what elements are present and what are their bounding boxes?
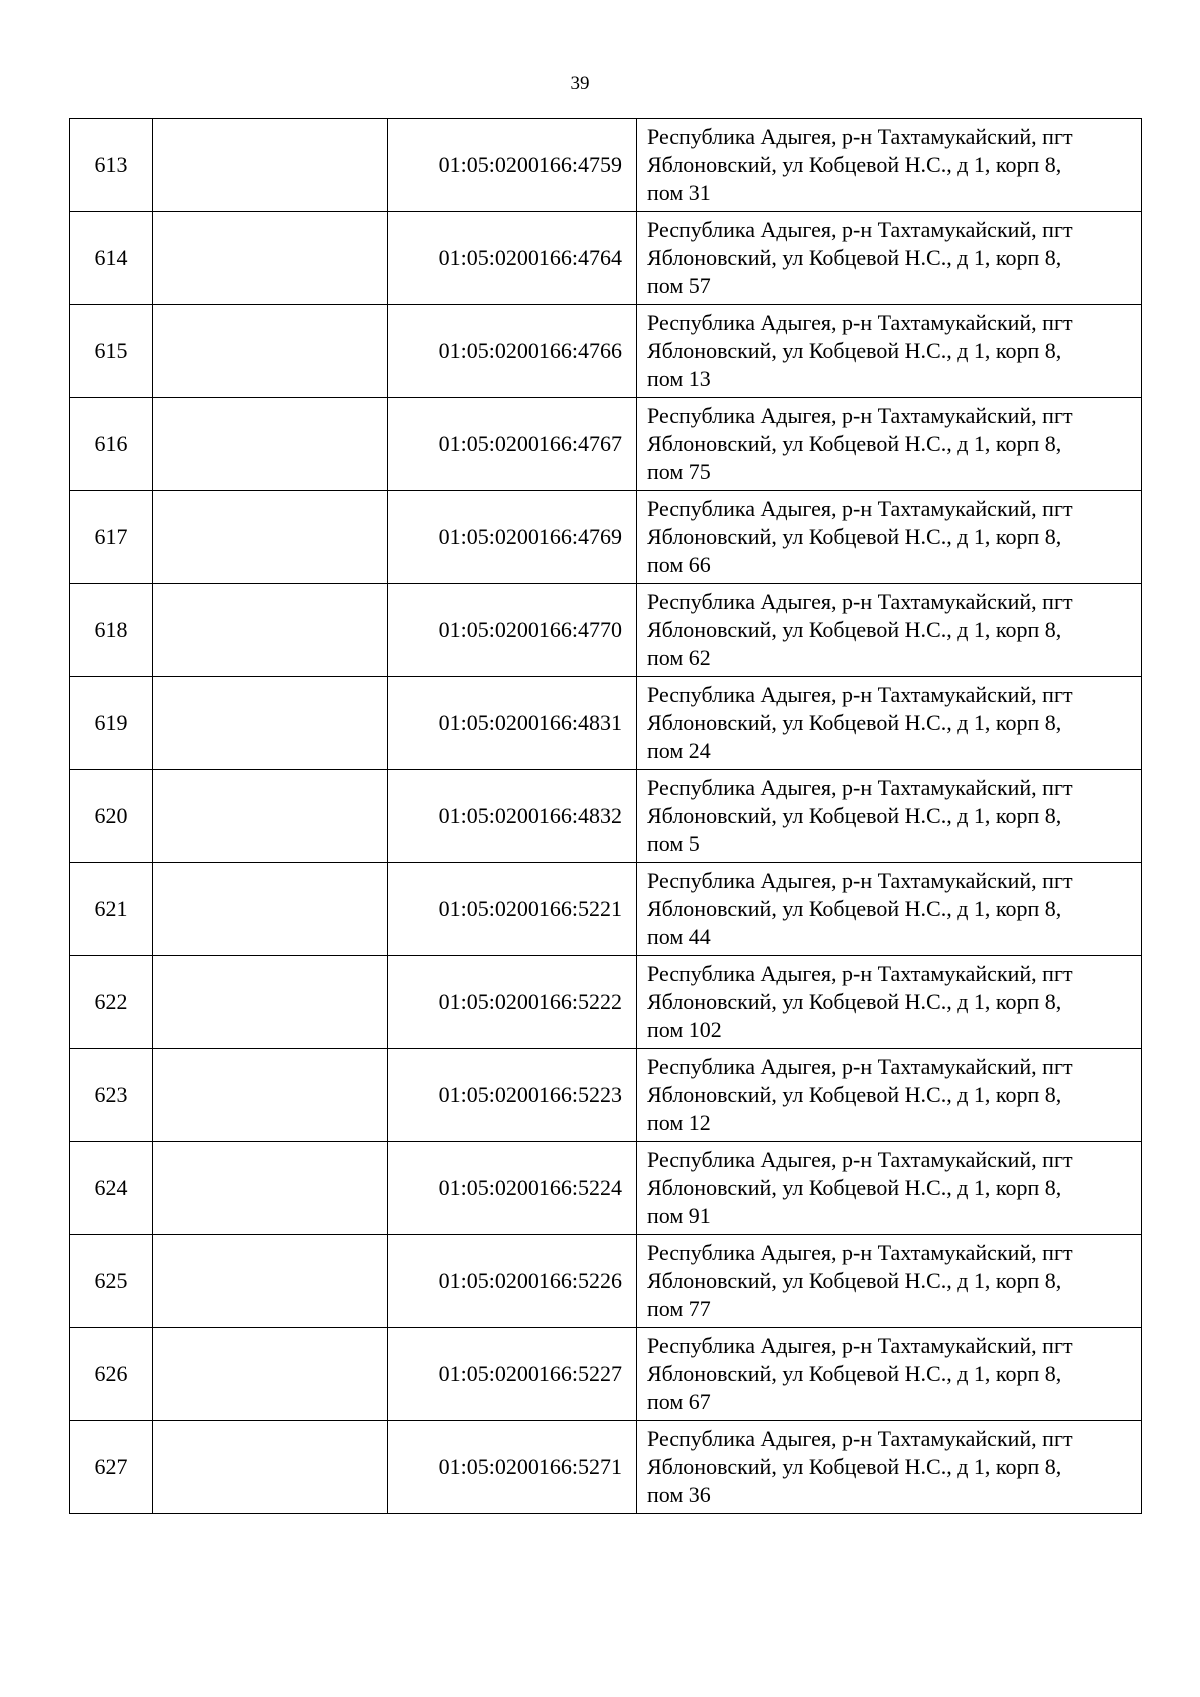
address-line: Яблоновский, ул Кобцевой Н.С., д 1, корп 8, bbox=[647, 617, 1062, 642]
row-number-cell: 613 bbox=[70, 119, 153, 212]
row-number-cell: 616 bbox=[70, 398, 153, 491]
address-line: пом 31 bbox=[647, 180, 711, 205]
row-number-cell: 617 bbox=[70, 491, 153, 584]
address-line: Яблоновский, ул Кобцевой Н.С., д 1, корп 8, bbox=[647, 989, 1062, 1014]
address-cell bbox=[637, 1049, 1142, 1142]
address-line: пом 75 bbox=[647, 459, 711, 484]
address-line: пом 44 bbox=[647, 924, 711, 949]
address-cell bbox=[637, 1421, 1142, 1514]
address-line: пом 66 bbox=[647, 552, 711, 577]
table-row bbox=[70, 584, 1142, 677]
address-line: Республика Адыгея, р-н Тахтамукайский, пгт bbox=[647, 1426, 1073, 1451]
empty-cell bbox=[153, 584, 388, 677]
address-line: Республика Адыгея, р-н Тахтамукайский, пгт bbox=[647, 217, 1073, 242]
address-line: Республика Адыгея, р-н Тахтамукайский, пгт bbox=[647, 775, 1073, 800]
address-line: Яблоновский, ул Кобцевой Н.С., д 1, корп 8, bbox=[647, 152, 1062, 177]
cadastral-number-cell: 01:05:0200166:5222 bbox=[388, 956, 637, 1049]
row-number-cell: 624 bbox=[70, 1142, 153, 1235]
empty-cell bbox=[153, 863, 388, 956]
row-number-cell: 614 bbox=[70, 212, 153, 305]
cadastral-number-cell: 01:05:0200166:4831 bbox=[388, 677, 637, 770]
address-line: Яблоновский, ул Кобцевой Н.С., д 1, корп 8, bbox=[647, 1268, 1062, 1293]
table-row bbox=[70, 863, 1142, 956]
address-line: Республика Адыгея, р-н Тахтамукайский, пгт bbox=[647, 403, 1073, 428]
address-line: Яблоновский, ул Кобцевой Н.С., д 1, корп 8, bbox=[647, 896, 1062, 921]
cadastral-number-cell: 01:05:0200166:5227 bbox=[388, 1328, 637, 1421]
address-line: Яблоновский, ул Кобцевой Н.С., д 1, корп 8, bbox=[647, 1175, 1062, 1200]
empty-cell bbox=[153, 677, 388, 770]
cadastral-number-cell: 01:05:0200166:4832 bbox=[388, 770, 637, 863]
cadastral-number-cell: 01:05:0200166:4766 bbox=[388, 305, 637, 398]
address-line: Республика Адыгея, р-н Тахтамукайский, пгт bbox=[647, 496, 1073, 521]
address-cell bbox=[637, 956, 1142, 1049]
address-cell bbox=[637, 491, 1142, 584]
table-row bbox=[70, 119, 1142, 212]
address-line: Республика Адыгея, р-н Тахтамукайский, пгт bbox=[647, 961, 1073, 986]
cadastral-number-cell: 01:05:0200166:4770 bbox=[388, 584, 637, 677]
table-row bbox=[70, 398, 1142, 491]
address-line: пом 24 bbox=[647, 738, 711, 763]
empty-cell bbox=[153, 1235, 388, 1328]
address-line: Республика Адыгея, р-н Тахтамукайский, пгт bbox=[647, 124, 1073, 149]
empty-cell bbox=[153, 1049, 388, 1142]
table-row bbox=[70, 305, 1142, 398]
table-row bbox=[70, 677, 1142, 770]
address-line: Республика Адыгея, р-н Тахтамукайский, пгт bbox=[647, 868, 1073, 893]
cadastral-number-cell: 01:05:0200166:4767 bbox=[388, 398, 637, 491]
cadastral-number-cell: 01:05:0200166:4759 bbox=[388, 119, 637, 212]
cadastral-number-cell: 01:05:0200166:5271 bbox=[388, 1421, 637, 1514]
address-line: Республика Адыгея, р-н Тахтамукайский, пгт bbox=[647, 1333, 1073, 1358]
empty-cell bbox=[153, 212, 388, 305]
cadastral-number-cell: 01:05:0200166:5221 bbox=[388, 863, 637, 956]
table-row bbox=[70, 212, 1142, 305]
table-row bbox=[70, 1235, 1142, 1328]
address-cell bbox=[637, 398, 1142, 491]
empty-cell bbox=[153, 491, 388, 584]
cadastral-number-cell: 01:05:0200166:5226 bbox=[388, 1235, 637, 1328]
table-row bbox=[70, 1049, 1142, 1142]
cadastral-number-cell: 01:05:0200166:5224 bbox=[388, 1142, 637, 1235]
address-line: Республика Адыгея, р-н Тахтамукайский, пгт bbox=[647, 589, 1073, 614]
empty-cell bbox=[153, 1421, 388, 1514]
empty-cell bbox=[153, 1142, 388, 1235]
empty-cell bbox=[153, 956, 388, 1049]
address-cell bbox=[637, 119, 1142, 212]
row-number-cell: 621 bbox=[70, 863, 153, 956]
address-line: пом 67 bbox=[647, 1389, 711, 1414]
address-cell bbox=[637, 1235, 1142, 1328]
cadastral-number-cell: 01:05:0200166:4769 bbox=[388, 491, 637, 584]
address-line: пом 77 bbox=[647, 1296, 711, 1321]
row-number-cell: 622 bbox=[70, 956, 153, 1049]
address-line: пом 13 bbox=[647, 366, 711, 391]
address-line: Яблоновский, ул Кобцевой Н.С., д 1, корп 8, bbox=[647, 710, 1062, 735]
row-number-cell: 615 bbox=[70, 305, 153, 398]
address-line: пом 62 bbox=[647, 645, 711, 670]
empty-cell bbox=[153, 398, 388, 491]
row-number-cell: 618 bbox=[70, 584, 153, 677]
address-line: пом 102 bbox=[647, 1017, 722, 1042]
address-line: Яблоновский, ул Кобцевой Н.С., д 1, корп 8, bbox=[647, 1361, 1062, 1386]
address-line: Республика Адыгея, р-н Тахтамукайский, пгт bbox=[647, 682, 1073, 707]
address-cell bbox=[637, 770, 1142, 863]
row-number-cell: 625 bbox=[70, 1235, 153, 1328]
address-line: пом 91 bbox=[647, 1203, 711, 1228]
address-cell bbox=[637, 863, 1142, 956]
address-line: Яблоновский, ул Кобцевой Н.С., д 1, корп 8, bbox=[647, 524, 1062, 549]
cadastral-number-cell: 01:05:0200166:5223 bbox=[388, 1049, 637, 1142]
row-number-cell: 623 bbox=[70, 1049, 153, 1142]
address-cell bbox=[637, 212, 1142, 305]
row-number-cell: 627 bbox=[70, 1421, 153, 1514]
row-number-cell: 620 bbox=[70, 770, 153, 863]
address-line: Яблоновский, ул Кобцевой Н.С., д 1, корп 8, bbox=[647, 1454, 1062, 1479]
address-cell bbox=[637, 584, 1142, 677]
address-cell bbox=[637, 1328, 1142, 1421]
empty-cell bbox=[153, 1328, 388, 1421]
empty-cell bbox=[153, 305, 388, 398]
table-row bbox=[70, 1142, 1142, 1235]
address-line: Республика Адыгея, р-н Тахтамукайский, пгт bbox=[647, 1240, 1073, 1265]
property-registry-table bbox=[69, 118, 1142, 1514]
address-line: Яблоновский, ул Кобцевой Н.С., д 1, корп 8, bbox=[647, 431, 1062, 456]
address-line: Яблоновский, ул Кобцевой Н.С., д 1, корп 8, bbox=[647, 1082, 1062, 1107]
page-number: 39 bbox=[570, 73, 590, 94]
address-line: Республика Адыгея, р-н Тахтамукайский, пгт bbox=[647, 310, 1073, 335]
table-row bbox=[70, 491, 1142, 584]
address-line: Республика Адыгея, р-н Тахтамукайский, пгт bbox=[647, 1054, 1073, 1079]
address-line: Яблоновский, ул Кобцевой Н.С., д 1, корп 8, bbox=[647, 245, 1062, 270]
address-cell bbox=[637, 677, 1142, 770]
table-row bbox=[70, 1328, 1142, 1421]
table-row bbox=[70, 956, 1142, 1049]
address-line: Яблоновский, ул Кобцевой Н.С., д 1, корп 8, bbox=[647, 803, 1062, 828]
cadastral-number-cell: 01:05:0200166:4764 bbox=[388, 212, 637, 305]
empty-cell bbox=[153, 119, 388, 212]
row-number-cell: 626 bbox=[70, 1328, 153, 1421]
address-cell bbox=[637, 1142, 1142, 1235]
table-row bbox=[70, 770, 1142, 863]
address-line: пом 57 bbox=[647, 273, 711, 298]
empty-cell bbox=[153, 770, 388, 863]
address-line: пом 12 bbox=[647, 1110, 711, 1135]
row-number-cell: 619 bbox=[70, 677, 153, 770]
table-row bbox=[70, 1421, 1142, 1514]
address-cell bbox=[637, 305, 1142, 398]
address-line: Яблоновский, ул Кобцевой Н.С., д 1, корп 8, bbox=[647, 338, 1062, 363]
address-line: Республика Адыгея, р-н Тахтамукайский, пгт bbox=[647, 1147, 1073, 1172]
address-line: пом 5 bbox=[647, 831, 700, 856]
address-line: пом 36 bbox=[647, 1482, 711, 1507]
